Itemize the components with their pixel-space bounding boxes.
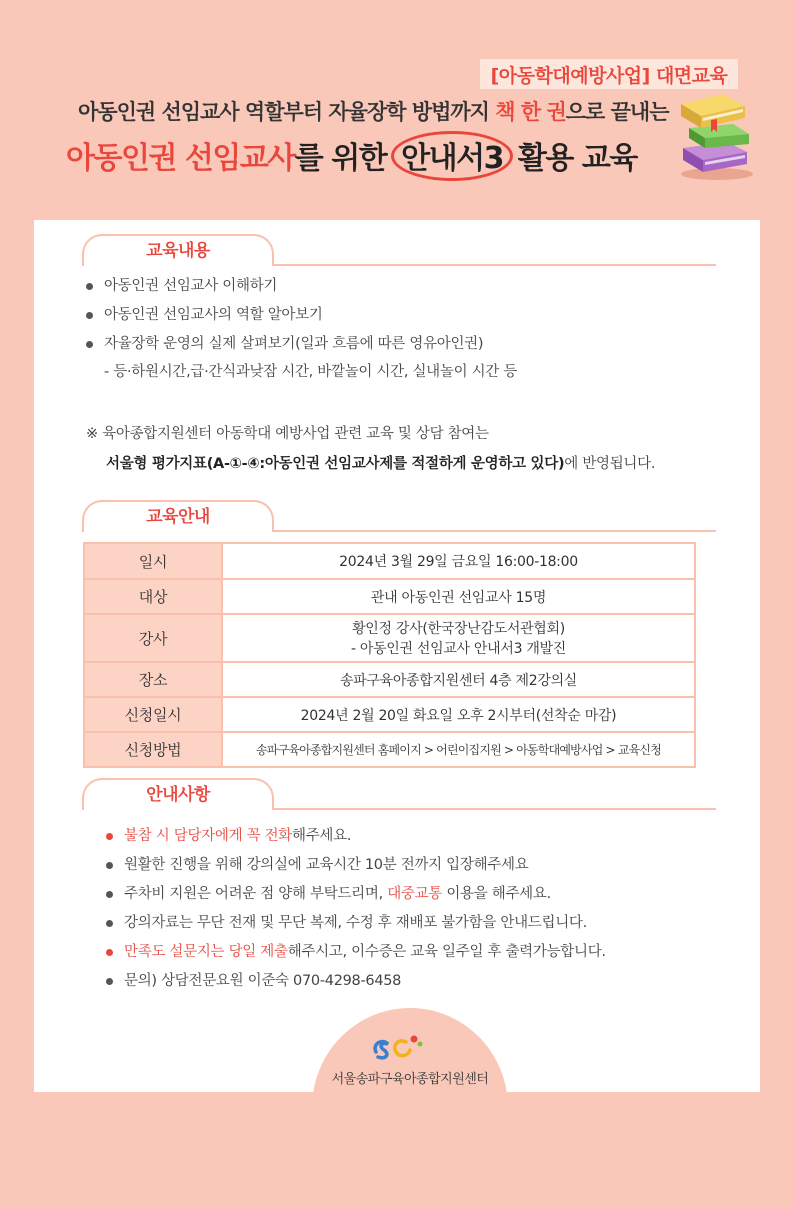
table-row — [84, 732, 695, 767]
notice-emphasis: 대중교통 — [387, 886, 443, 902]
row-label: 강사 — [84, 614, 222, 662]
section-title: 교육내용 — [146, 241, 210, 261]
row-value: 관내 아동인권 선임교사 15명 — [222, 579, 695, 614]
table-row — [84, 662, 695, 697]
note-rest: 에 반영됩니다. — [564, 456, 656, 472]
list-item: 아동인권 선임교사 이해하기 — [86, 272, 483, 301]
notice-emphasis: 만족도 설문지는 당일 제출 — [124, 944, 288, 960]
list-item: 자율장학 운영의 실제 살펴보기(일과 흐름에 따른 영유아인권) — [86, 330, 483, 359]
title-highlight: 아동인권 선임교사 — [66, 141, 295, 176]
list-item — [106, 880, 606, 909]
title-guide: 안내서3 — [401, 141, 503, 176]
content-card — [34, 220, 760, 1092]
page-title — [66, 133, 686, 177]
list-sub-item: - 등·하원시간,급·간식과낮잠 시간, 바깥놀이 시간, 실내놀이 시간 등 — [104, 364, 518, 380]
title-part: 활용 교육 — [508, 141, 637, 176]
section-header-info — [82, 500, 702, 532]
list-item: 원활한 진행을 위해 강의실에 교육시간 10분 전까지 입장해주세요 — [106, 851, 606, 880]
notice-text: 주차비 지원은 어려운 점 양해 부탁드리며, — [124, 886, 388, 902]
list-item: 강의자료는 무단 전재 및 무단 복제, 수정 후 재배포 불가함을 안내드립니다. — [106, 909, 606, 938]
headline-part: 으로 끝내는 — [565, 100, 669, 124]
note-line-2 — [106, 452, 655, 473]
row-label: 신청일시 — [84, 697, 222, 732]
section-tab — [82, 234, 274, 266]
section-title: 안내사항 — [146, 785, 210, 805]
row-value: 2024년 3월 29일 금요일 16:00-18:00 — [222, 543, 695, 579]
notice-text: 해주시고, 이수증은 교육 일주일 후 출력가능합니다. — [287, 944, 606, 960]
row-value-line: - 아동인권 선임교사 안내서3 개발진 — [350, 641, 567, 657]
center-logo-icon — [368, 1030, 428, 1060]
section-rule — [272, 264, 716, 266]
title-circled — [395, 133, 509, 177]
info-table — [83, 542, 696, 768]
section-title: 교육안내 — [146, 507, 210, 527]
note-line: ※ 육아종합지원센터 아동학대 예방사업 관련 교육 및 상담 참여는 — [86, 426, 489, 442]
section-header-notice — [82, 778, 702, 810]
center-name: 서울송파구육아종합지원센터 — [331, 1072, 489, 1087]
list-item: 문의) 상담전문요원 이준숙 070-4298-6458 — [106, 967, 606, 996]
row-value — [222, 614, 695, 662]
section-header-content — [82, 234, 702, 266]
row-value: 2024년 2월 20일 화요일 오후 2시부터(선착순 마감) — [222, 697, 695, 732]
section-rule — [272, 530, 716, 532]
row-label: 신청방법 — [84, 732, 222, 767]
row-label: 대상 — [84, 579, 222, 614]
program-tag: [아동학대예방사업] 대면교육 — [480, 59, 738, 89]
row-value-line: 황인정 강사(한국장난감도서관협회) — [352, 621, 565, 637]
notice-emphasis: 불참 시 담당자에게 꼭 전화 — [124, 828, 293, 844]
list-item — [106, 822, 606, 851]
list-item — [106, 938, 606, 967]
table-row — [84, 579, 695, 614]
row-value: 송파구육아종합지원센터 홈페이지 > 어린이집지원 > 아동학대예방사업 > 교육신청 — [222, 732, 695, 767]
section-rule — [272, 808, 716, 810]
section-tab — [82, 500, 274, 532]
row-value: 송파구육아종합지원센터 4층 제2강의실 — [222, 662, 695, 697]
headline — [78, 96, 698, 126]
headline-part: 아동인권 선임교사 역할부터 자율장학 방법까지 — [78, 100, 496, 124]
notice-list — [106, 822, 606, 996]
table-row — [84, 697, 695, 732]
row-label: 일시 — [84, 543, 222, 579]
books-icon — [675, 86, 755, 181]
note-emphasis: 서울형 평가지표(A-①-④:아동인권 선임교사제를 적절하게 운영하고 있다) — [106, 456, 565, 472]
headline-highlight: 책 한 권 — [495, 100, 566, 124]
row-label: 장소 — [84, 662, 222, 697]
table-row — [84, 543, 695, 579]
notice-text: 해주세요. — [292, 828, 352, 844]
list-item: 아동인권 선임교사의 역할 알아보기 — [86, 301, 483, 330]
table-row — [84, 614, 695, 662]
section-tab — [82, 778, 274, 810]
content-list — [86, 272, 483, 359]
title-part: 를 위한 — [294, 141, 396, 176]
notice-text: 이용을 해주세요. — [442, 886, 551, 902]
